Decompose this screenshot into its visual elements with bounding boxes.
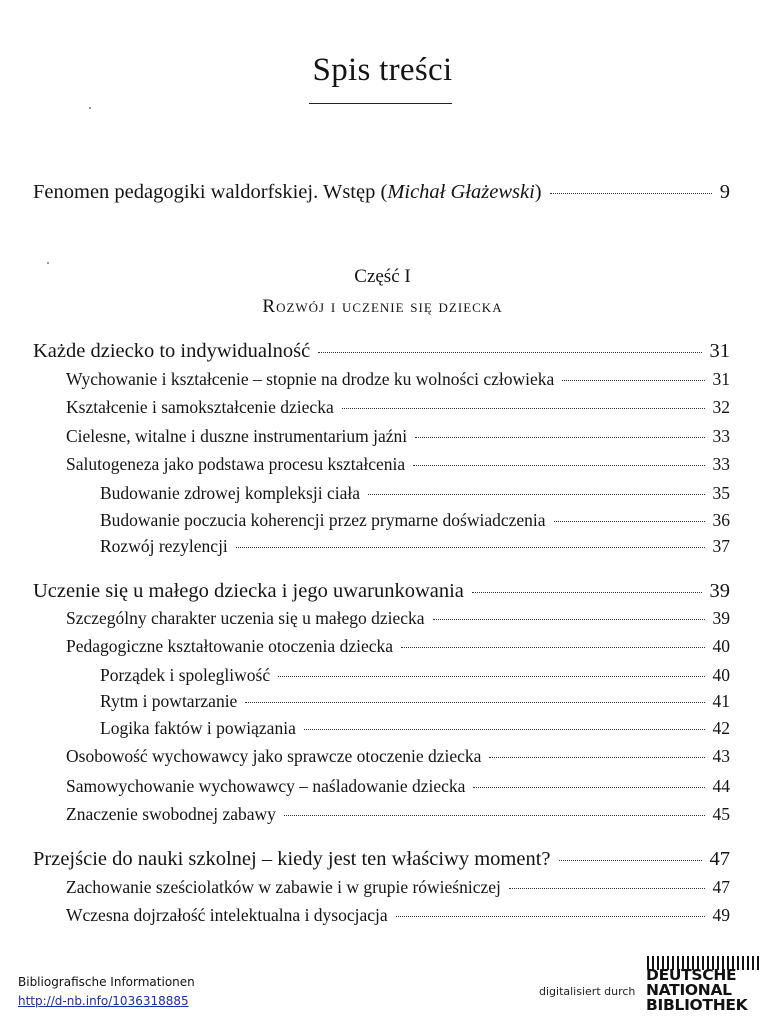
page-number: 9: [719, 181, 730, 203]
toc-section[interactable]: [66, 636, 730, 657]
toc-entry-title: Osobowość wychowawcy jako sprawcze otoczenie dziecka: [66, 746, 482, 766]
toc-section[interactable]: [66, 397, 730, 418]
page-number: 47: [712, 877, 730, 897]
toc-subsection[interactable]: [100, 691, 730, 712]
dot-leader: [413, 465, 704, 466]
dot-leader: [396, 916, 705, 917]
toc-entry-title: Salutogeneza jako podstawa procesu kształcenia: [66, 454, 406, 474]
page-number: 31: [712, 369, 730, 389]
part-subtitle: Rozwój i uczenie się dziecka: [262, 296, 503, 317]
toc-entry-title: Porządek i spolegliwość: [100, 665, 271, 685]
toc-section[interactable]: [66, 905, 730, 926]
toc-entry-title: Zachowanie sześciolatków w zabawie i w grupie rówieśniczej: [66, 877, 501, 897]
page-number: 45: [712, 804, 730, 824]
toc-entry-title: Budowanie poczucia koherencji przez prymarne doświadczenia: [100, 510, 546, 530]
dnb-logo: [646, 968, 747, 1013]
intro-text: [33, 181, 542, 204]
dnb-logo-line: BIBLIOTHEK: [646, 996, 748, 1014]
toc-section[interactable]: [66, 608, 730, 629]
intro-close: ): [534, 181, 542, 203]
toc-entry-title: Samowychowanie wychowawcy – naśladowanie dziecka: [66, 776, 466, 796]
page-number: 33: [712, 426, 730, 446]
toc-section[interactable]: [66, 877, 730, 898]
page-number: 35: [712, 483, 730, 503]
toc-subsection[interactable]: [100, 718, 730, 739]
dot-leader: [554, 521, 705, 522]
toc-entry-title: Wczesna dojrzałość intelektualna i dysocjacja: [66, 905, 388, 925]
dot-leader: [278, 676, 704, 677]
dot-leader: [473, 787, 704, 788]
page-number: 36: [712, 510, 730, 530]
dot-leader: [472, 592, 702, 593]
page-number: 49: [712, 905, 730, 925]
page-number: 39: [709, 580, 730, 602]
toc-subsection[interactable]: [100, 536, 730, 557]
dot-leader: [368, 494, 705, 495]
dnb-logo-line: DEUTSCHE: [646, 966, 737, 984]
dot-leader: [342, 408, 705, 409]
toc-entry-title: Kształcenie i samokształcenie dziecka: [66, 397, 334, 417]
toc-section[interactable]: [66, 804, 730, 825]
dot-leader: [304, 729, 705, 730]
scan-speck: [47, 262, 49, 264]
dot-leader: [489, 757, 704, 758]
biblio-link[interactable]: http://d-nb.info/1036318885: [18, 994, 189, 1008]
dot-leader: [559, 860, 702, 861]
page-number: 41: [712, 691, 730, 711]
toc-entry-title: Każde dziecko to indywidualność: [33, 340, 311, 362]
toc-entry-title: Szczególny charakter uczenia się u małego dziecka: [66, 608, 425, 628]
biblio-info-label: Bibliografische Informationen: [18, 975, 195, 989]
dot-leader: [401, 647, 705, 648]
title-underline: [309, 103, 452, 104]
toc-section[interactable]: [66, 426, 730, 447]
toc-entry-title: Uczenie się u małego dziecka i jego uwarunkowania: [33, 580, 464, 602]
toc-entry-title: Budowanie zdrowej kompleksji ciała: [100, 483, 360, 503]
page-number: 40: [712, 665, 730, 685]
toc-subsection[interactable]: [100, 665, 730, 686]
toc-chapter[interactable]: [33, 848, 730, 871]
digitized-label: digitalisiert durch: [539, 985, 636, 998]
toc-entry-title: Przejście do nauki szkolnej – kiedy jest ten właściwy moment?: [33, 848, 551, 870]
scan-speck: [89, 107, 91, 109]
page-number: 42: [712, 718, 730, 738]
dot-leader: [415, 437, 704, 438]
page-number: 40: [712, 636, 730, 656]
toc-section[interactable]: [66, 776, 730, 797]
toc-entry-title: Rytm i powtarzanie: [100, 691, 238, 711]
toc-chapter[interactable]: [33, 340, 730, 363]
page-title: Spis treści: [312, 52, 453, 88]
dot-leader: [550, 193, 712, 194]
dot-leader: [284, 815, 705, 816]
dot-leader: [236, 547, 705, 548]
page-number: 43: [712, 746, 730, 766]
toc-entry-title: Cielesne, witalne i duszne instrumentarium jaźni: [66, 426, 408, 446]
toc-entry-title: Logika faktów i powiązania: [100, 718, 296, 738]
toc-subsection[interactable]: [100, 510, 730, 531]
part-label: Część I: [354, 266, 411, 287]
page-number: 32: [712, 397, 730, 417]
page-number: 33: [712, 454, 730, 474]
page-number: 47: [709, 848, 730, 870]
toc-entry-title: Znaczenie swobodnej zabawy: [66, 804, 276, 824]
toc-chapter[interactable]: [33, 580, 730, 603]
page-number: 37: [712, 536, 730, 556]
toc-entry-title: Rozwój rezylencji: [100, 536, 228, 556]
toc-entry-title: Pedagogiczne kształtowanie otoczenia dziecka: [66, 636, 393, 656]
intro-title: Fenomen pedagogiki waldorfskiej. Wstęp (: [33, 181, 388, 203]
toc-section[interactable]: [66, 454, 730, 475]
dnb-logo-line: NATIONAL: [646, 981, 732, 999]
toc-section[interactable]: [66, 369, 730, 390]
page-number: 39: [712, 608, 730, 628]
dot-leader: [245, 702, 704, 703]
toc-entry-title: Wychowanie i kształcenie – stopnie na drodze ku wolności człowieka: [66, 369, 555, 389]
dot-leader: [433, 619, 705, 620]
dot-leader: [318, 352, 701, 353]
dot-leader: [562, 380, 704, 381]
toc-section[interactable]: [66, 746, 730, 767]
page-number: 44: [712, 776, 730, 796]
page-number: 31: [709, 340, 730, 362]
intro-author: Michał Głażewski: [387, 181, 535, 203]
toc-intro-entry[interactable]: [33, 181, 730, 204]
dot-leader: [509, 888, 705, 889]
toc-subsection[interactable]: [100, 483, 730, 504]
